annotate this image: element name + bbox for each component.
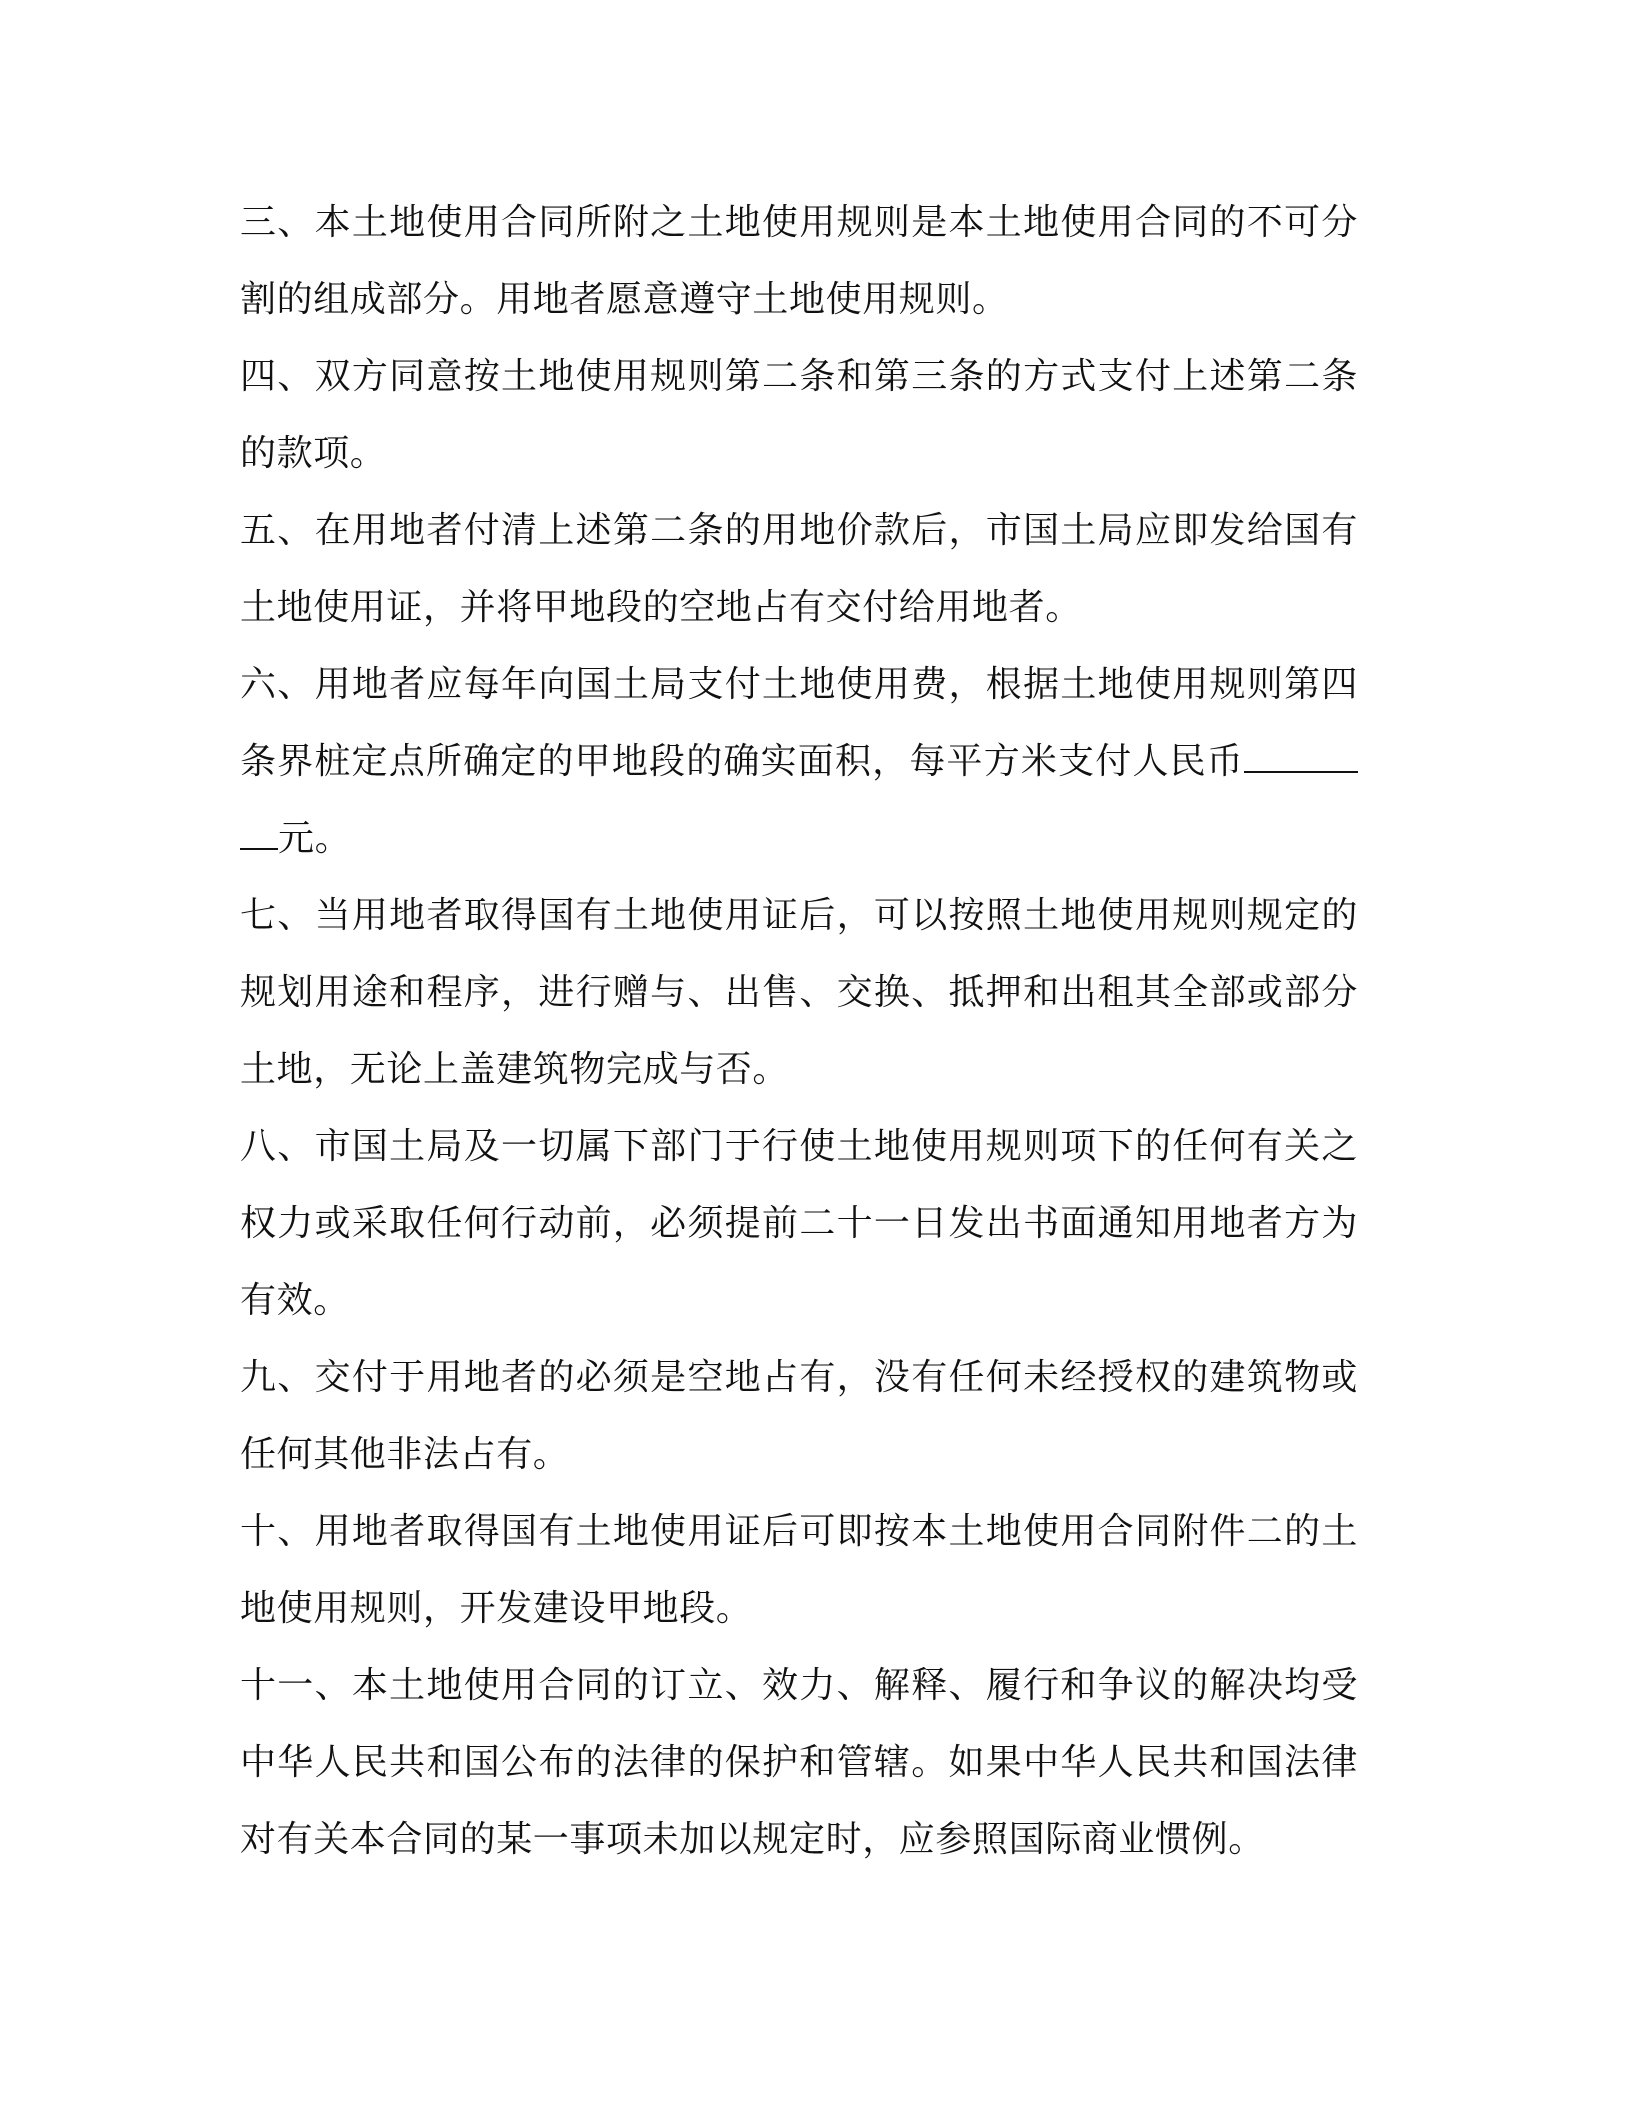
clause-8: 八、市国土局及一切属下部门于行使土地使用规则项下的任何有关之权力或采取任何行动前，必须提前二十一日发出书面通知用地者方为有效。 <box>240 1126 1358 1321</box>
clause-6 <box>240 646 1358 877</box>
clause-3: 三、本土地使用合同所附之土地使用规则是本土地使用合同的不可分割的组成部分。用地者愿意遵守土地使用规则。 <box>240 202 1358 320</box>
clause-4: 四、双方同意按土地使用规则第二条和第三条的方式支付上述第二条的款项。 <box>240 356 1358 474</box>
clause-9: 九、交付于用地者的必须是空地占有，没有任何未经授权的建筑物或任何其他非法占有。 <box>240 1357 1358 1475</box>
clause-5: 五、在用地者付清上述第二条的用地价款后，市国土局应即发给国有土地使用证，并将甲地段的空地占有交付给用地者。 <box>240 510 1358 628</box>
clause-11: 十一、本土地使用合同的订立、效力、解释、履行和争议的解决均受中华人民共和国公布的法律的保护和管辖。如果中华人民共和国法律对有关本合同的某一事项未加以规定时，应参照国际商业惯例。 <box>240 1665 1358 1860</box>
clause-6-unit: 元。 <box>278 818 352 859</box>
clause-10: 十、用地者取得国有土地使用证后可即按本土地使用合同附件二的土地使用规则，开发建设甲地段。 <box>240 1511 1358 1629</box>
clause-7: 七、当用地者取得国有土地使用证后，可以按照土地使用规则规定的规划用途和程序，进行赠与、出售、交换、抵押和出租其全部或部分土地，无论上盖建筑物完成与否。 <box>240 895 1358 1090</box>
amount-blank-continued <box>240 818 278 850</box>
contract-body <box>240 184 1358 1878</box>
amount-blank <box>1244 741 1358 773</box>
clause-6-text: 六、用地者应每年向国土局支付土地使用费，根据土地使用规则第四条界桩定点所确定的甲地段的确实面积，每平方米支付人民币 <box>240 664 1358 782</box>
